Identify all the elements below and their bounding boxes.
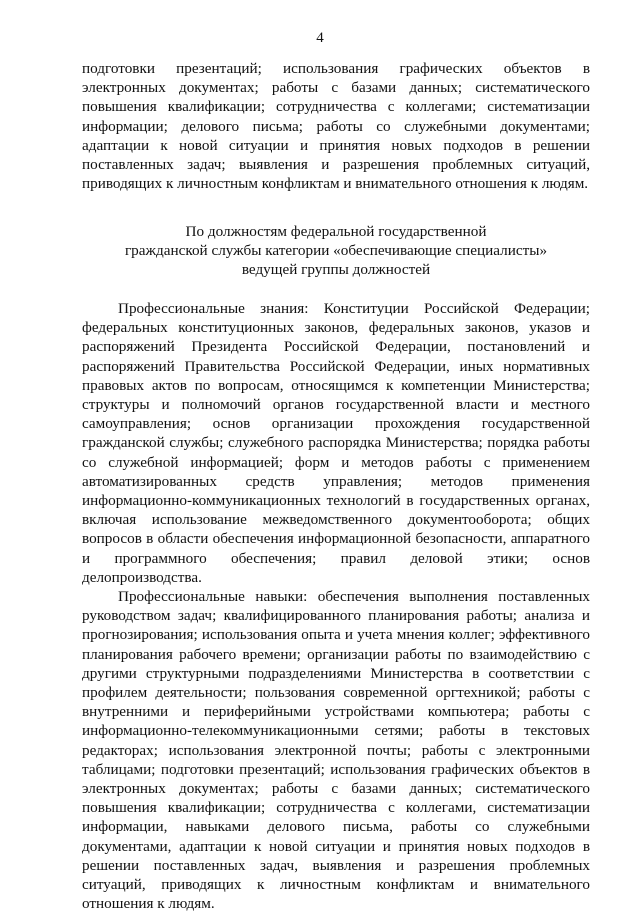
- professional-skills-paragraph: Профессиональные навыки: обеспечения выполнения поставленных руководством задач; квалифицированного планирования работы; анализа и прогнозирования; использования опыта и учета мнения коллег; эффективного планирования рабочего времени; организации работы по взаимодействию с другими структурными подразделениями Министерства в соответствии с профилем деятельности; пользования современной оргтехникой; работы с внутренними и периферийными устройствами компьютера; работы с информационно-телекоммуникационными сетями; работы в текстовых редакторах; использования электронной почты; работы с электронными таблицами; подготовки презентаций; использования графических объектов в электронных документах; работы с базами данных; систематического повышения квалификации; сотрудничества с коллегами, систематизации информации, навыками делового письма, работы со служебными документами, адаптации к новой ситуации и принятия новых подходов в решении поставленных задач, выявления и разрешения проблемных ситуаций, приводящих к личностным конфликтам и внимательного отношения к людям.: [82, 588, 590, 913]
- page-number: 4: [316, 30, 324, 46]
- intro-paragraph: подготовки презентаций; использования графических объектов в электронных документах; работы с базами данных; систематического повышения квалификации; сотрудничества с коллегами; систематизации информации; делового письма; работы со служебными документами; адаптации к новой ситуации и принятия новых подходов в решении поставленных задач; выявления и разрешения проблемных ситуаций, приводящих к личностным конфликтам и внимательного отношения к людям.: [82, 60, 590, 193]
- section-heading-line-3: ведущей группы должностей: [241, 261, 431, 279]
- section-heading-line-1: По должностям федеральной государственной: [185, 223, 487, 240]
- requirements-body: [82, 299, 590, 914]
- section-heading-line-2: гражданской службы категории «обеспечивающие специалисты»: [124, 242, 548, 260]
- professional-knowledge-paragraph: Профессиональные знания: Конституции Российской Федерации; федеральных конституционных законов, федеральных законов, указов и распоряжений Президента Российской Федерации, постановлений и распоряжений Правительства Российской Федерации, иных нормативных правовых актов по вопросам, относящимся к компетенции Министерства; структуры и полномочий органов государственной власти и местного самоуправления; основ организации прохождения государственной гражданской службы; служебного распорядка Министерства; порядка работы со служебной информацией; форм и методов работы с применением автоматизированных средств управления; методов применения информационно-коммуникационных технологий в государственных органах, включая использование межведомственного документооборота; общих вопросов в области обеспечения информационной безопасности, аппаратного и программного обеспечения; правил деловой этики; основ делопроизводства.: [82, 300, 590, 586]
- section-heading: [82, 222, 590, 280]
